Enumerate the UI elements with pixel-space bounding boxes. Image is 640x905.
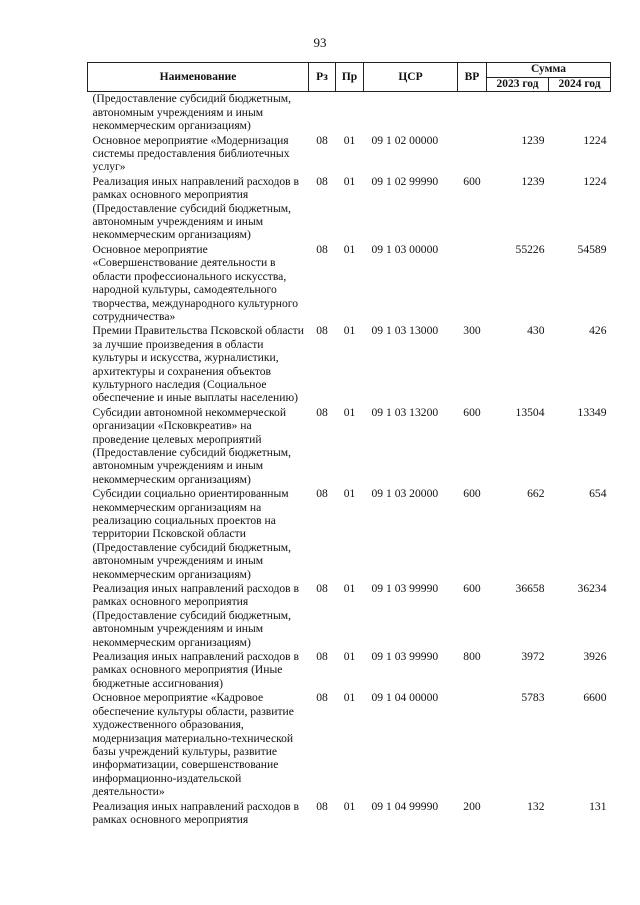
cell-sum-2024	[549, 92, 611, 134]
cell-csr: 09 1 03 13200	[371, 405, 439, 419]
header-csr: ЦСР	[364, 63, 458, 92]
cell-vr	[458, 243, 487, 324]
budget-table	[87, 62, 611, 827]
cell-sum-2023	[487, 92, 549, 134]
cell-sum-2023: 430	[527, 324, 545, 338]
cell-rz	[309, 92, 336, 134]
cell-name: Основное мероприятие «Модернизация системы предоставления библиотечных услуг»	[92, 133, 290, 174]
cell-sum-2024: 6600	[583, 691, 607, 705]
cell-rz: 08	[316, 582, 328, 596]
header-year-2024: 2024 год	[549, 78, 611, 92]
cell-csr: 09 1 03 00000	[371, 242, 439, 256]
cell-vr	[458, 92, 487, 134]
cell-name: (Предоставление субсидий бюджетным, автономным учреждениям и иным некоммерческим организациям)	[92, 92, 291, 133]
cell-sum-2024: 1224	[583, 133, 607, 147]
cell-pr: 01	[343, 691, 356, 705]
cell-name: Реализация иных направлений расходов в рамках основного мероприятия (Предоставление субсидий бюджетным, автономным учреждениям и иным некоммерческим организациям)	[92, 174, 299, 242]
cell-name: Реализация иных направлений расходов в рамках основного мероприятия	[92, 799, 299, 826]
header-sum: Сумма	[487, 63, 611, 78]
cell-rz: 08	[316, 174, 328, 188]
cell-rz: 08	[316, 242, 328, 256]
cell-name: Основное мероприятие «Кадровое обеспечение культуры области, развитие художественного образования, модернизация материально-технической базы учреждений культуры, развитие информатизации, совершенствование информационно-издательской деятельности»	[92, 691, 294, 799]
cell-pr: 01	[343, 799, 356, 813]
cell-vr: 600	[463, 174, 481, 188]
cell-sum-2023: 1239	[521, 133, 545, 147]
table-row	[88, 324, 611, 405]
cell-pr: 01	[343, 487, 356, 501]
cell-csr: 09 1 03 13000	[371, 324, 439, 338]
cell-sum-2024: 3926	[583, 650, 607, 664]
cell-sum-2023: 1239	[521, 174, 545, 188]
cell-name: Премии Правительства Псковской области за лучшие произведения в области культуры и искусства, журналистики, архитектуры и сохранения объектов культурного наследия (Социальное обеспечение и иные выплаты населению)	[92, 324, 304, 405]
cell-pr: 01	[343, 174, 356, 188]
cell-sum-2023: 5783	[521, 691, 545, 705]
cell-rz: 08	[316, 799, 328, 813]
cell-csr: 09 1 04 00000	[371, 691, 439, 705]
cell-pr: 01	[343, 650, 356, 664]
table-row	[88, 691, 611, 799]
cell-sum-2023: 36658	[515, 582, 545, 596]
cell-vr: 600	[463, 487, 481, 501]
cell-name: Основное мероприятие «Совершенствование деятельности в области профессионального искусства, народной культуры, самодеятельного творчества, международного культурного сотрудничества»	[92, 242, 299, 323]
cell-vr	[458, 691, 487, 799]
header-name: Наименование	[88, 63, 309, 92]
table-row	[88, 487, 611, 582]
cell-rz: 08	[316, 133, 328, 147]
header-pr: Пр	[336, 63, 364, 92]
table-row	[88, 243, 611, 324]
cell-vr: 600	[463, 405, 481, 419]
cell-vr: 300	[463, 324, 481, 338]
cell-sum-2024: 426	[589, 324, 607, 338]
cell-sum-2024: 131	[589, 799, 607, 813]
cell-csr: 09 1 04 99990	[371, 799, 439, 813]
cell-pr	[336, 92, 364, 134]
cell-vr	[458, 134, 487, 175]
table-body	[88, 92, 611, 827]
cell-csr: 09 1 03 99990	[371, 650, 439, 664]
cell-sum-2024: 13349	[577, 405, 607, 419]
table-row	[88, 134, 611, 175]
cell-sum-2023: 55226	[515, 242, 545, 256]
cell-sum-2024: 36234	[577, 582, 607, 596]
cell-sum-2024: 1224	[583, 174, 607, 188]
cell-csr	[364, 92, 458, 134]
cell-vr: 200	[463, 799, 481, 813]
cell-name: Субсидии социально ориентированным некоммерческим организациям на реализацию социальных проектов на территории Псковской области (Предоставление субсидий бюджетным, автономным учреждениям и иным некоммерческим организациям)	[92, 487, 291, 581]
cell-pr: 01	[343, 324, 356, 338]
table-row	[88, 650, 611, 691]
cell-rz: 08	[316, 487, 328, 501]
cell-pr: 01	[343, 242, 356, 256]
table-header	[88, 63, 611, 92]
cell-pr: 01	[343, 133, 356, 147]
cell-name: Субсидии автономной некоммерческой организации «Псковкреатив» на проведение целевых мероприятий (Предоставление субсидий бюджетным, автономным учреждениям и иным некоммерческим организациям)	[92, 405, 291, 486]
cell-name: Реализация иных направлений расходов в рамках основного мероприятия (Иные бюджетные ассигнования)	[92, 650, 299, 690]
cell-csr: 09 1 02 99990	[371, 174, 439, 188]
table-row	[88, 582, 611, 650]
header-vr: ВР	[458, 63, 487, 92]
cell-pr: 01	[343, 405, 356, 419]
cell-vr: 800	[463, 650, 481, 664]
cell-sum-2023: 132	[527, 799, 545, 813]
cell-pr: 01	[343, 582, 356, 596]
table-row	[88, 92, 611, 134]
cell-rz: 08	[316, 324, 328, 338]
header-year-2023: 2023 год	[487, 78, 549, 92]
table-row	[88, 800, 611, 828]
table-row	[88, 175, 611, 243]
cell-sum-2024: 654	[589, 487, 607, 501]
cell-sum-2024: 54589	[577, 242, 607, 256]
cell-rz: 08	[316, 650, 328, 664]
cell-csr: 09 1 03 99990	[371, 582, 439, 596]
cell-rz: 08	[316, 691, 328, 705]
cell-sum-2023: 3972	[521, 650, 545, 664]
cell-csr: 09 1 02 00000	[371, 133, 439, 147]
cell-name: Реализация иных направлений расходов в рамках основного мероприятия (Предоставление субсидий бюджетным, автономным учреждениям и иным некоммерческим организациям)	[92, 582, 299, 649]
cell-sum-2023: 13504	[515, 405, 545, 419]
cell-sum-2023: 662	[527, 487, 545, 501]
table-row	[88, 406, 611, 487]
cell-csr: 09 1 03 20000	[371, 487, 439, 501]
cell-vr: 600	[463, 582, 481, 596]
cell-rz: 08	[316, 405, 328, 419]
page-number: 93	[313, 35, 327, 50]
header-rz: Рз	[309, 63, 336, 92]
